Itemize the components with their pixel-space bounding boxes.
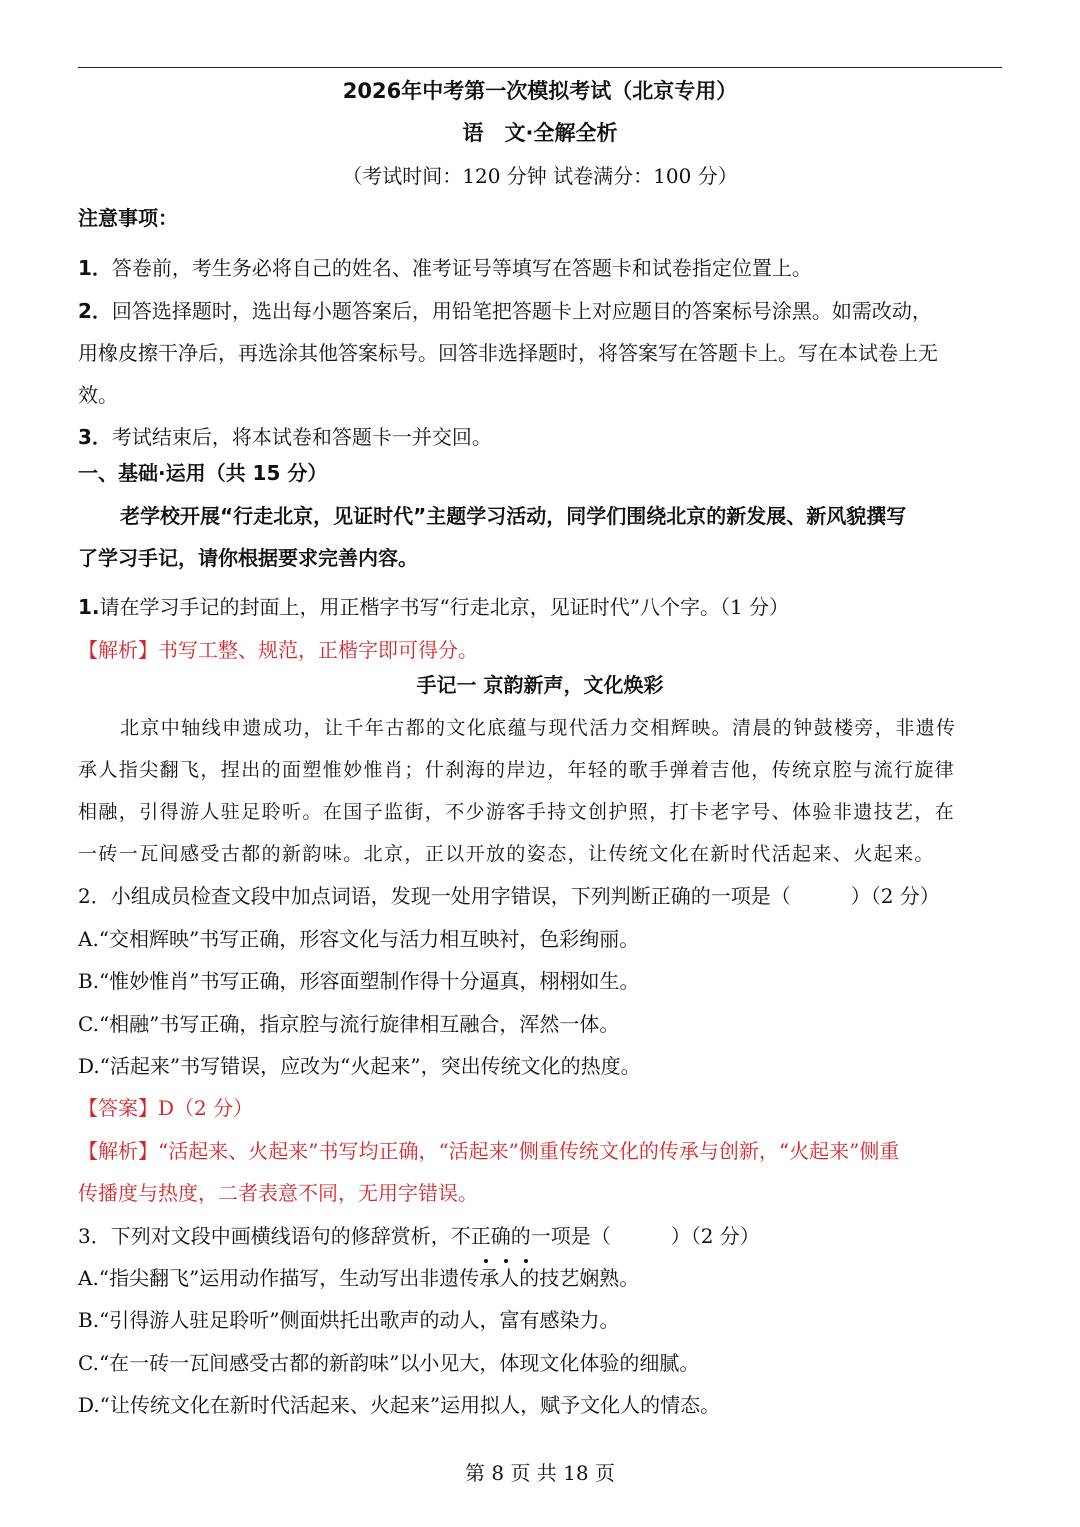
passage-line-3: 相融，引得游人驻足聆听。在国子监街，不少游客手持文创护照，打卡老字号、体验非遗技艺，在 xyxy=(78,801,956,823)
passage-line-2: 承人指尖翻飞，捏出的面塑惟妙惟肖；什刹海的岸边，年轻的歌手弹着吉他，传统京腔与流行旋律 xyxy=(78,759,956,781)
note-item-2-cont-2 xyxy=(78,380,1002,410)
question-2-analysis-cont: 传播度与热度，二者表意不同，无用字错误。 xyxy=(78,1181,478,1205)
question-1-analysis xyxy=(78,635,1002,665)
question-2-option-c: C.“相融”书写正确，指京腔与流行旋律相互融合，浑然一体。 xyxy=(78,1012,620,1036)
note-item-1 xyxy=(78,253,1002,283)
note-item-text: 考试结束后，将本试卷和答题卡一并交回。 xyxy=(111,425,492,449)
question-2-option-b: B.“惟妙惟肖”书写正确，形容面塑制作得十分逼真，栩栩如生。 xyxy=(78,969,640,993)
question-2-option-a: A.“交相辉映”书写正确，形容文化与活力相互映衬，色彩绚丽。 xyxy=(78,927,640,951)
note-item-2-cont xyxy=(78,338,1002,368)
notes-heading: 注意事项： xyxy=(78,206,178,230)
note-item-2 xyxy=(78,296,1002,326)
section-intro-line-2: 了学习手记，请你根据要求完善内容。 xyxy=(78,546,418,570)
answer-tag: 【答案】 xyxy=(78,1096,158,1120)
notebook-title: 手记一 京韵新声，文化焕彩 xyxy=(416,673,664,697)
question-number: 1. xyxy=(78,595,100,619)
note-item-text: 答卷前，考生务必将自己的姓名、准考证号等填写在答题卡和试卷指定位置上。 xyxy=(111,256,812,280)
passage-line-1: 北京中轴线申遗成功，让千年古都的文化底蕴与现代活力交相辉映。清晨的钟鼓楼旁，非遗传 xyxy=(120,717,957,739)
question-2-option-d: D.“活起来”书写错误，应改为“火起来”，突出传统文化的热度。 xyxy=(78,1054,641,1078)
section-heading: 一、基础·运用（共 15 分） xyxy=(78,461,328,485)
question-2-analysis xyxy=(78,1136,1002,1166)
question-3-option-b: B.“引得游人驻足聆听”侧面烘托出歌声的动人，富有感染力。 xyxy=(78,1308,620,1332)
note-item-number: 2． xyxy=(78,299,112,323)
question-3-option-d: D.“让传统文化在新时代活起来、火起来”运用拟人，赋予文化人的情态。 xyxy=(78,1393,721,1417)
answer-text: D（2 分） xyxy=(158,1096,254,1120)
header-rule xyxy=(78,67,1002,68)
analysis-text: 书写工整、规范，正楷字即可得分。 xyxy=(158,638,478,662)
question-2-stem: 2．小组成员检查文段中加点词语，发现一处用字错误，下列判断正确的一项是（ ）（2 分） xyxy=(78,884,940,908)
question-stem: 请在学习手记的封面上，用正楷字书写“行走北京，见证时代”八个字。（1 分） xyxy=(99,595,790,619)
note-item-3 xyxy=(78,422,1002,452)
question-1 xyxy=(78,592,1002,622)
question-3-option-c: C.“在一砖一瓦间感受古都的新韵味”以小见大，体现文化体验的细腻。 xyxy=(78,1351,700,1375)
note-item-number: 1． xyxy=(78,256,112,280)
note-item-text: 回答选择题时，选出每小题答案后，用铅笔把答题卡上对应题目的答案标号涂黑。如需改动， xyxy=(111,299,932,323)
page-footer: 第 8 页 共 18 页 xyxy=(465,1461,615,1485)
section-intro-line-1: 老学校开展“行走北京，见证时代”主题学习活动，同学们围绕北京的新发展、新风貌撰写 xyxy=(120,504,907,528)
note-item-text: 用橡皮擦干净后，再选涂其他答案标号。回答非选择题时，将答案写在答题卡上。写在本试卷上无 xyxy=(78,341,938,365)
exam-info: （考试时间：120 分钟 试卷满分：100 分） xyxy=(342,164,738,188)
passage-line-4: 一砖一瓦间感受古都的新韵味。北京，正以开放的姿态，让传统文化在新时代活起来、火起来。 xyxy=(78,843,935,865)
question-2-answer xyxy=(78,1093,1002,1123)
note-item-text: 效。 xyxy=(78,383,118,407)
exam-title: 2026年中考第一次模拟考试（北京专用） xyxy=(342,79,738,103)
exam-subtitle: 语 文·全解全析 xyxy=(462,121,618,145)
note-item-number: 3． xyxy=(78,425,112,449)
analysis-tag: 【解析】 xyxy=(78,1139,158,1163)
analysis-text: “活起来、火起来”书写均正确，“活起来”侧重传统文化的传承与创新，“火起来”侧重 xyxy=(158,1139,900,1163)
analysis-tag: 【解析】 xyxy=(78,638,158,662)
question-3-stem: 3．下列对文段中画横线语句的修辞赏析，不正确的一项是（ ）（2 分） xyxy=(78,1224,760,1248)
question-3-option-a: A.“指尖翻飞”运用动作描写，生动写出非遗传承人的技艺娴熟。 xyxy=(78,1266,640,1290)
